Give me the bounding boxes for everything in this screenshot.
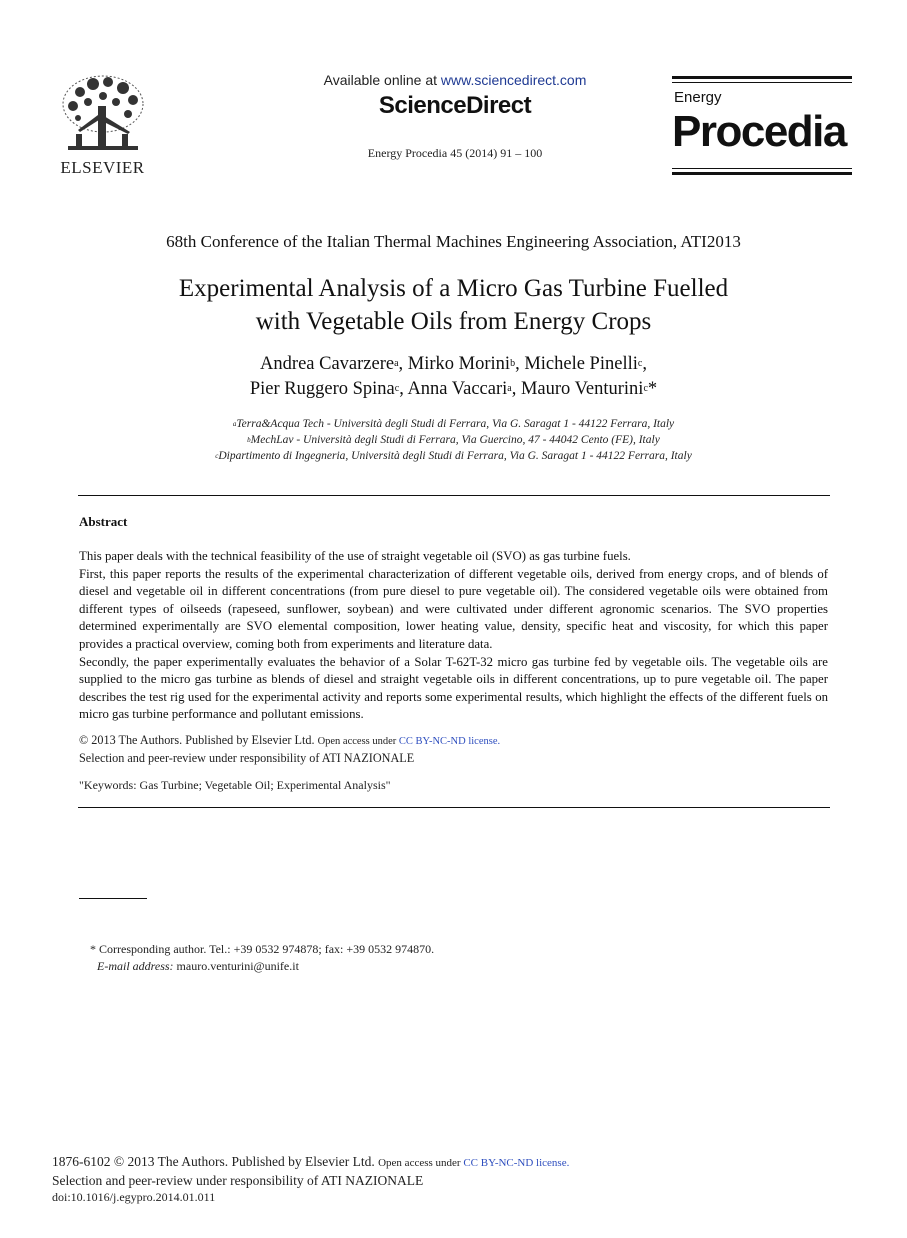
affiliation-marker: a — [232, 420, 237, 428]
affiliation-marker: a — [394, 358, 399, 369]
affiliation-marker: a — [507, 383, 512, 394]
elsevier-wordmark: ELSEVIER — [60, 158, 145, 177]
author-name: Andrea Cavarzere — [260, 354, 395, 374]
affiliation-marker: b — [247, 436, 251, 444]
author-name: Anna Vaccari — [407, 379, 508, 399]
corresponding-author-note: * Corresponding author. Tel.: +39 0532 974878; fax: +39 0532 974870. — [90, 942, 435, 956]
availability-prefix: Available online at — [323, 72, 441, 88]
open-access-text: Open access under — [317, 736, 399, 747]
affiliation-marker: c — [643, 383, 648, 394]
copyright-block — [79, 732, 828, 766]
affiliation-marker: c — [215, 452, 219, 460]
copyright-text: © 2013 The Authors. Published by Elsevier Ltd. — [79, 733, 318, 747]
copyright-line — [79, 732, 828, 750]
abstract-paragraph: Secondly, the paper experimentally evaluates the behavior of a Solar T-62T-32 micro gas turbine fed by vegetable oils. The vegetable oils are supplied to the micro gas turbine as blends of diesel and straight vegetable oils in different concentrations, up to pure vegetable oil. The paper describes the test rig used for the experimental activity and reports some experimental results, which highlight the effects of the different fuels on micro gas turbine performance and pollutant emissions. — [79, 654, 828, 722]
email-line — [90, 958, 434, 975]
author-list — [0, 352, 907, 402]
license-link[interactable]: CC BY-NC-ND license. — [463, 1157, 570, 1169]
issn-text: 1876-6102 © 2013 The Authors. Published by Elsevier Ltd. — [52, 1154, 379, 1169]
author-line-2: Pier Ruggero Spina$^c$, Anna Vaccari$^a$, Mauro Venturini$^c$* — [249, 379, 658, 399]
article-meta — [52, 1153, 569, 1206]
abstract-paragraph: First, this paper reports the results of the experimental characterization of different vegetable oils, derived from energy crops, and of blends of diesel and vegetable oil in different concentrations (from pure diesel to pure vegetable oil). The considered vegetable oils were obtained from different types of oilseeds (rapeseed, sunflower, soybean) and were cultivated under different agronomic scenarios. The SVO properties determined experimentally are SVO elemental composition, lower heating value, density, specific heat and viscosity, for which this paper provides a practical overview, coming both from experiments and literature data. — [79, 566, 828, 651]
author-name: Michele Pinelli — [524, 354, 638, 374]
footnote-rule — [79, 898, 147, 899]
affiliation-text: Terra&Acqua Tech - Università degli Studi di Ferrara, Via G. Saragat 1 - 44122 Ferrara, Italy — [236, 418, 675, 430]
footnote — [90, 941, 434, 975]
logo-rule-top — [672, 76, 852, 79]
availability-line — [200, 72, 710, 88]
abstract-paragraph: This paper deals with the technical feasibility of the use of straight vegetable oil (SVO) as gas turbine fuels. — [79, 549, 631, 563]
author-name: Mauro Venturini — [520, 379, 644, 399]
logo-energy-text: Energy — [674, 89, 722, 106]
sciencedirect-link[interactable]: www.sciencedirect.com — [440, 72, 587, 88]
conference-name: 68th Conference of the Italian Thermal Machines Engineering Association, ATI2013 — [166, 232, 741, 251]
peer-review-line: Selection and peer-review under responsibility of ATI NAZIONALE — [52, 1173, 424, 1188]
divider-top — [78, 495, 830, 496]
paper-title — [0, 272, 907, 338]
author-line-1: Andrea Cavarzere$^a$, Mirko Morini$^b$, Michele Pinelli$^c$, — [260, 354, 647, 374]
title-line-2: with Vegetable Oils from Energy Crops — [255, 308, 652, 335]
sciencedirect-wordmark: ScienceDirect — [378, 92, 532, 119]
abstract-heading: Abstract — [79, 514, 128, 529]
affiliation-item — [0, 416, 907, 432]
affiliation-marker: b — [510, 358, 516, 369]
affiliations — [0, 416, 907, 464]
affiliation-text: MechLav - Università degli Studi di Ferrara, Via Guercino, 47 - 44042 Cento (FE), Italy — [250, 434, 660, 446]
affiliation-marker: c — [394, 383, 400, 394]
elsevier-tree-icon — [58, 72, 148, 158]
elsevier-logo — [50, 72, 155, 182]
corresponding-author-mark: * — [647, 379, 658, 399]
email-label: E-mail address: — [97, 959, 174, 973]
journal-reference: Energy Procedia 45 (2014) 91 – 100 — [367, 146, 543, 160]
affiliation-marker: c — [637, 358, 643, 369]
divider-bottom — [78, 807, 830, 808]
logo-procedia-text: Procedia — [672, 107, 846, 156]
energy-procedia-logo — [672, 76, 852, 176]
abstract-body — [79, 548, 828, 724]
affiliation-item — [0, 432, 907, 448]
affiliation-item — [0, 448, 907, 464]
doi[interactable]: doi:10.1016/j.egypro.2014.01.011 — [52, 1190, 216, 1204]
journal-header — [200, 72, 710, 161]
author-name: Pier Ruggero Spina — [249, 379, 395, 399]
author-name: Mirko Morini — [407, 354, 511, 374]
issn-line — [52, 1153, 569, 1172]
email-address: mauro.venturini@unife.it — [173, 959, 299, 973]
peer-review-line: Selection and peer-review under responsibility of ATI NAZIONALE — [79, 751, 415, 765]
title-line-1: Experimental Analysis of a Micro Gas Turbine Fuelled — [178, 275, 729, 302]
keywords: "Keywords: Gas Turbine; Vegetable Oil; Experimental Analysis" — [79, 778, 391, 792]
logo-rule-bottom-thin — [672, 168, 852, 169]
logo-rule-top-thin — [672, 82, 852, 83]
affiliation-text: Dipartimento di Ingegneria, Università degli Studi di Ferrara, Via G. Saragat 1 - 44122 Ferrara, Italy — [218, 450, 692, 462]
logo-rule-bottom — [672, 172, 852, 175]
license-link[interactable]: CC BY-NC-ND license. — [398, 736, 501, 747]
open-access-text: Open access under — [378, 1157, 464, 1169]
